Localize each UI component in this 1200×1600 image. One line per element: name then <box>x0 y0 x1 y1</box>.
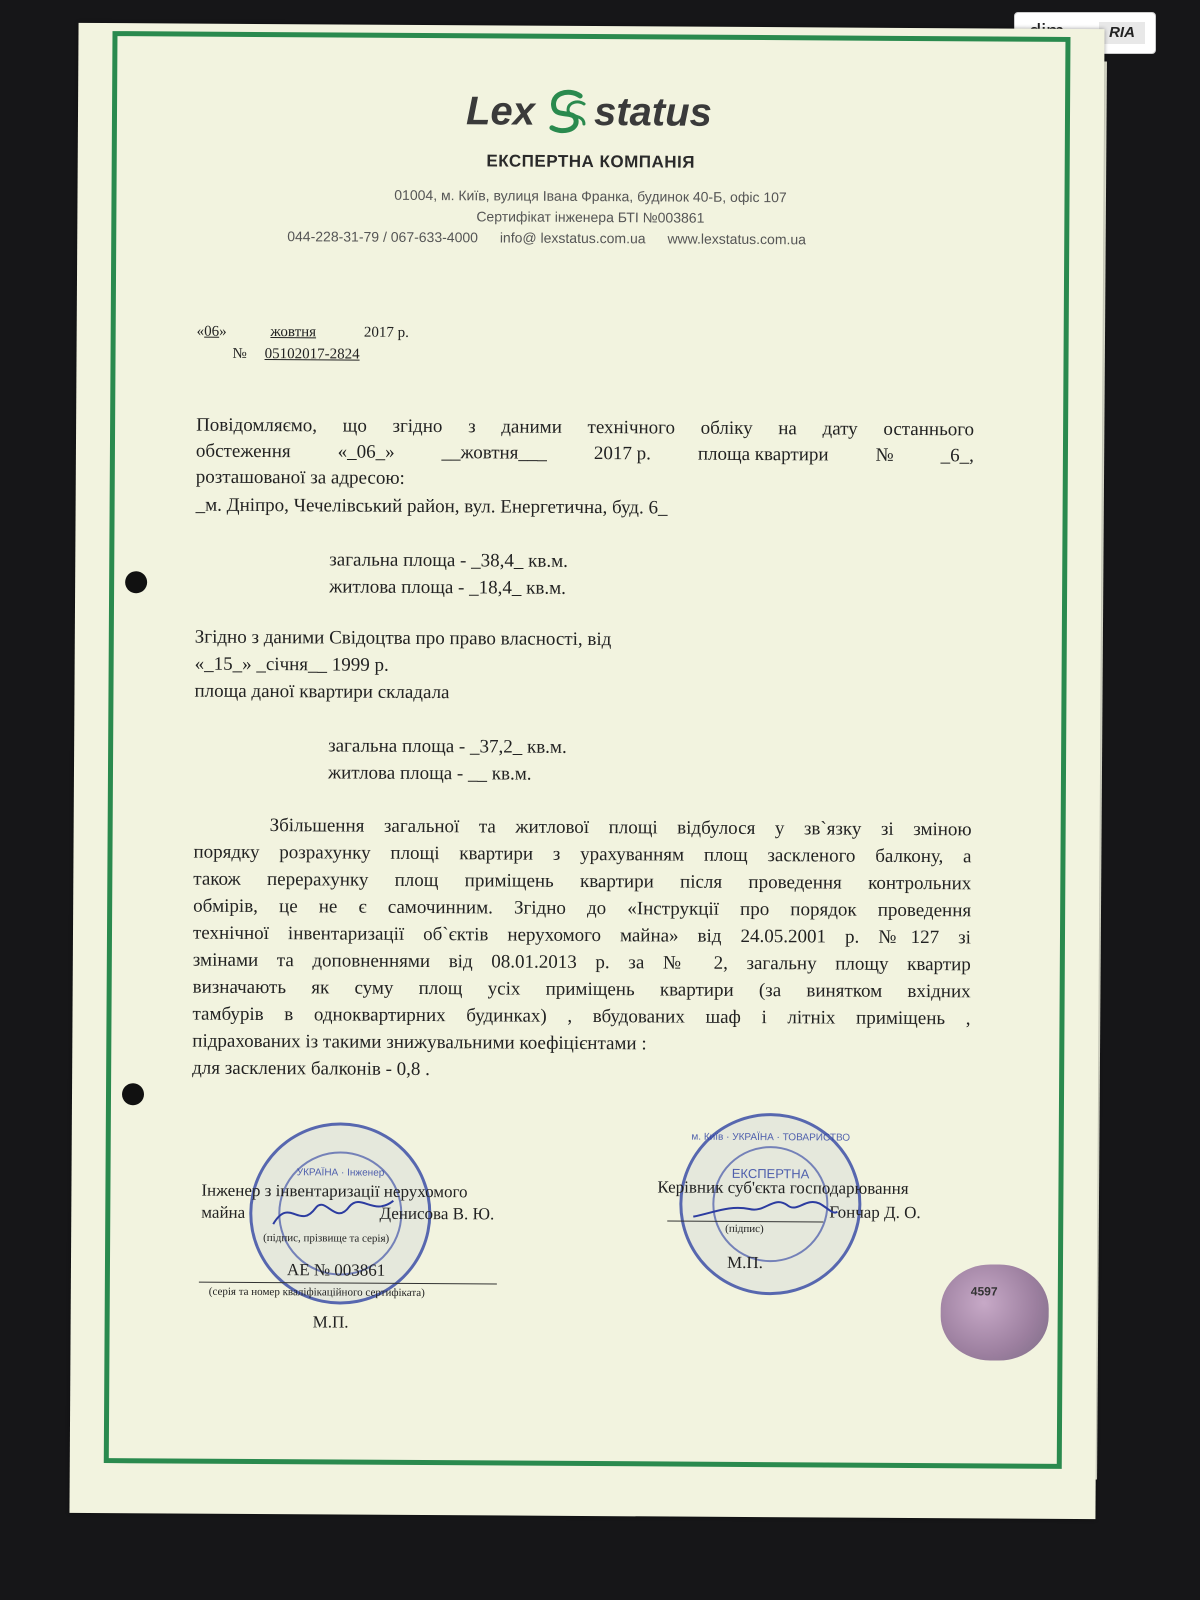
engineer-certificate: АЕ № 003861 <box>286 1260 386 1280</box>
logo-status: status <box>593 90 712 135</box>
para-line: тамбурів в одноквартирних будинках) , вбудованих шаф і літніх приміщень , <box>192 1003 971 1030</box>
cert-date: «_15_» _січня__ 1999 р. <box>194 653 389 676</box>
quote-close: » <box>219 323 227 340</box>
doc-number-row <box>232 346 359 364</box>
doc-number: 05102017-2824 <box>264 346 360 363</box>
explanation-paragraph <box>192 812 972 1087</box>
director-mp: М.П. <box>726 1252 763 1273</box>
director-name: Гончар Д. О. <box>829 1202 921 1223</box>
document-page <box>69 23 1104 1519</box>
text-line-3: розташованої за адресою: <box>195 466 405 489</box>
director-signature-icon <box>689 1187 839 1232</box>
company-email: info@ lexstatus.com.ua <box>499 229 646 247</box>
doc-date <box>197 324 409 342</box>
area-total-1999: загальна площа - _37,2_ кв.м. <box>328 735 567 758</box>
engineer-name: Денисова В. Ю. <box>379 1203 495 1224</box>
logo-lex: Lex <box>465 89 536 134</box>
property-address: _м. Дніпро, Чечелівський район, вул. Енергетична, буд. 6_ <box>195 494 668 519</box>
text-line-1: Повідомляємо, що згідно з даними технічного обліку на дату останнього <box>196 414 975 441</box>
text-line2-area: площа квартири <box>697 443 829 466</box>
para-line: обмірів, це не є самочинним. Згідно до «Інструкції про порядок проведення <box>193 895 972 922</box>
para-line: підрахованих із такими знижувальними коефіцієнтами : <box>192 1030 647 1055</box>
engineer-mp: М.П. <box>312 1312 349 1332</box>
quote-open: « <box>196 323 205 340</box>
engineer-cert-caption: (серія та номер кваліфікаційного сертифіката) <box>208 1285 425 1300</box>
doc-date-year: 2017 р. <box>363 324 409 341</box>
company-stamp-text: ЕКСПЕРТНА <box>731 1165 810 1182</box>
logo-swirl-icon <box>544 88 590 136</box>
text-line2-no: № <box>875 444 894 466</box>
text-line2-year: 2017 р. <box>593 443 651 465</box>
para-line: змінами та доповненнями від 08.01.2013 р. за № 2, загальну площу квартир <box>192 949 971 976</box>
watermark-ria-logo: RIA <box>1099 22 1145 44</box>
company-logo <box>465 85 712 142</box>
company-site: www.lexstatus.com.ua <box>667 230 807 248</box>
text-line2-date: «_06_» <box>337 441 395 463</box>
green-frame <box>104 31 1071 1469</box>
punch-hole-top <box>125 571 147 593</box>
para-line: для засклених балконів - 0,8 . <box>192 1057 431 1081</box>
doc-date-month: жовтня <box>270 324 317 341</box>
text-line2-apt: _6_, <box>940 445 974 467</box>
engineer-title-line1: Інженер з інвентаризації нерухомого <box>201 1180 468 1202</box>
cert-line: Згідно з даними Свідоцтва про право власності, від <box>194 626 612 651</box>
area-total-2017: загальна площа - _38,4_ кв.м. <box>329 549 568 572</box>
text-line2-a: обстеження <box>195 440 291 463</box>
company-stamp-ring-text: м. Київ · УКРАЇНА · ТОВАРИСТВО <box>691 1131 851 1144</box>
engineer-signature-icon <box>269 1186 399 1235</box>
company-contacts <box>287 228 824 247</box>
engineer-stamp-text: УКРАЇНА · Інженер <box>296 1167 385 1179</box>
hologram-number: 4597 <box>970 1284 998 1299</box>
company-address: 01004, м. Київ, вулиця Івана Франка, будинок 40-Б, офіс 107 <box>394 186 787 206</box>
company-phones: 044-228-31-79 / 067-633-4000 <box>287 228 479 246</box>
cert-area-line: площа даної квартири складала <box>194 680 450 704</box>
text-line2-month: __жовтня___ <box>441 442 548 464</box>
engineer-title-word: майна <box>201 1202 246 1222</box>
director-title: Керівник суб'єкта господарювання <box>657 1177 909 1198</box>
area-living-1999: житлова площа - __ кв.м. <box>327 762 532 785</box>
hologram-sticker <box>940 1264 1049 1361</box>
para-line: також перерахунку площ приміщень квартири після проведення контрольних <box>193 868 972 895</box>
director-sign-caption: (підпис) <box>725 1222 764 1236</box>
company-subtitle: ЕКСПЕРТНА КОМПАНІЯ <box>486 151 696 172</box>
para-line: визначають як суму площ усіх приміщень квартири (за винятком вхідних <box>192 976 971 1003</box>
doc-date-day: 06 <box>204 323 220 340</box>
company-certificate: Сертифікат інженера БТІ №003861 <box>476 208 705 226</box>
para-line: Збільшення загальної та житлової площі відбулося у зв`язку зі зміною <box>269 815 972 841</box>
doc-number-label: № <box>232 345 247 362</box>
para-line: технічної інвентаризації об`єктів нерухомого майна» від 24.05.2001 р. №127 зі <box>192 922 972 949</box>
engineer-sign-caption: (підпис, прізвище та серія) <box>263 1232 390 1245</box>
punch-hole-bottom <box>122 1083 144 1105</box>
para-line: порядку розрахунку площі квартири з урахуванням площ заскленого балкону, а <box>193 841 972 868</box>
area-living-2017: житлова площа - _18,4_ кв.м. <box>329 576 566 599</box>
